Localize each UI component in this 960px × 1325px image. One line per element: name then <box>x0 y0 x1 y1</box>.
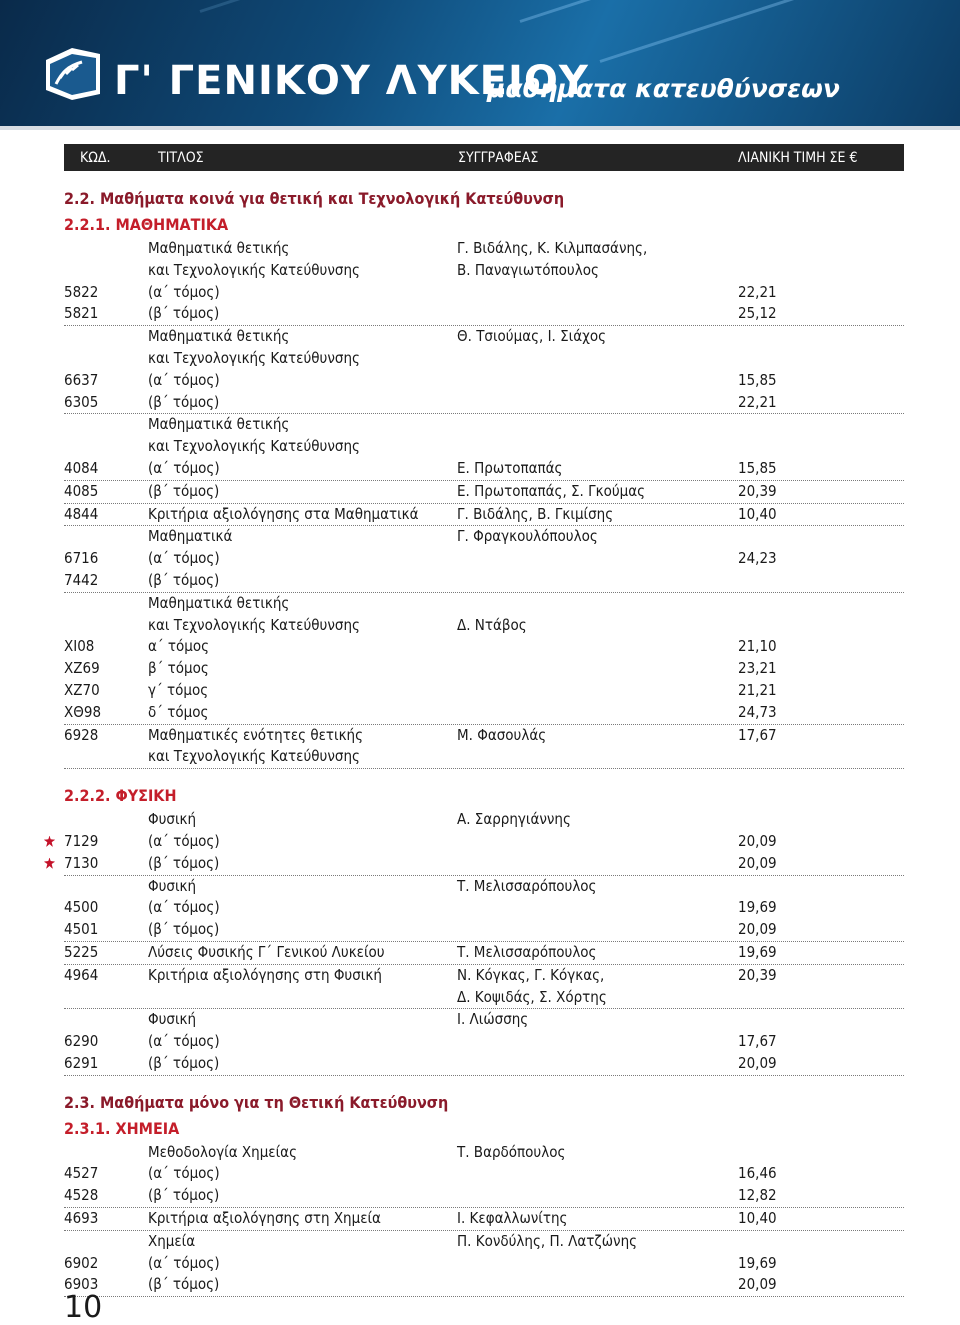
catalog-row <box>64 436 904 458</box>
catalog-row <box>64 680 904 702</box>
item-title: (β΄ τόμος) <box>148 853 220 872</box>
catalog-row <box>64 303 904 326</box>
catalog-row <box>64 746 904 769</box>
catalog-row <box>64 876 904 898</box>
item-price: 20,09 <box>738 831 777 850</box>
item-title: α΄ τόμος <box>148 637 210 656</box>
item-author: Τ. Βαρδόπουλος <box>457 1142 566 1161</box>
item-title: β΄ τόμος <box>148 659 209 678</box>
banner-decoration <box>200 0 486 13</box>
item-title: γ΄ τόμος <box>148 680 209 699</box>
catalog-row <box>64 987 904 1010</box>
item-price: 10,40 <box>738 1209 777 1228</box>
item-price: 21,21 <box>738 680 777 699</box>
page-number: 10 <box>64 1290 103 1325</box>
header-code: ΚΩΔ. <box>80 150 111 166</box>
item-code: 6290 <box>64 1032 99 1051</box>
catalog-row <box>64 1185 904 1208</box>
catalog-row <box>64 725 904 747</box>
item-author: Δ. Κοψιδάς, Σ. Χόρτης <box>457 987 607 1006</box>
item-title: Μεθοδολογία Χημείας <box>148 1142 297 1161</box>
catalog-row <box>64 238 904 260</box>
new-item-star-icon <box>44 836 55 847</box>
item-price: 15,85 <box>738 458 777 477</box>
item-code: 4844 <box>64 504 99 523</box>
catalog-content <box>64 186 904 1297</box>
catalog-row <box>64 570 904 593</box>
item-title: (β΄ τόμος) <box>148 920 220 939</box>
item-price: 21,10 <box>738 637 777 656</box>
catalog-row <box>64 414 904 436</box>
subsection-heading: 2.2.2. ΦΥΣΙΚΗ <box>64 786 177 806</box>
item-title: (β΄ τόμος) <box>148 1053 220 1072</box>
catalog-row <box>64 504 904 527</box>
catalog-row <box>64 282 904 304</box>
item-author: Ε. Πρωτοπαπάς <box>457 458 563 477</box>
item-title: (β΄ τόμος) <box>148 481 220 500</box>
item-price: 16,46 <box>738 1164 777 1183</box>
item-code: 4964 <box>64 965 99 984</box>
item-author: Π. Κονδύλης, Π. Λατζώνης <box>457 1231 638 1250</box>
item-price: 20,39 <box>738 481 777 500</box>
item-author: Β. Παναγιωτόπουλος <box>457 260 599 279</box>
banner-subtitle: μαθήματα κατευθύνσεων <box>487 74 840 103</box>
item-title: Φυσική <box>148 810 197 829</box>
item-title: (α΄ τόμος) <box>148 1164 220 1183</box>
item-title: και Τεχνολογικής Κατεύθυνσης <box>148 260 360 279</box>
new-item-star-icon <box>44 858 55 869</box>
item-code: 7442 <box>64 570 99 589</box>
banner-divider <box>0 126 960 130</box>
banner-title: Γ' ΓΕΝΙΚΟΥ ΛΥΚΕΙΟΥ <box>114 58 589 104</box>
item-price: 12,82 <box>738 1186 777 1205</box>
item-author: Γ. Βιδάλης, Β. Γκιμίσης <box>457 504 614 523</box>
item-price: 19,69 <box>738 1253 777 1272</box>
item-price: 20,09 <box>738 853 777 872</box>
header-banner <box>0 0 960 130</box>
catalog-row <box>64 919 904 942</box>
item-author: Γ. Βιδάλης, Κ. Κιλμπασάνης, <box>457 239 648 257</box>
header-author: ΣΥΓΓΡΑΦΕΑΣ <box>458 150 539 166</box>
item-price: 22,21 <box>738 282 777 301</box>
item-price: 20,09 <box>738 920 777 939</box>
item-price: 25,12 <box>738 304 777 323</box>
item-code: 5821 <box>64 304 99 323</box>
item-code: 4500 <box>64 898 99 917</box>
item-title: (β΄ τόμος) <box>148 304 220 323</box>
item-author: Ε. Πρωτοπαπάς, Σ. Γκούμας <box>457 481 646 500</box>
catalog-row <box>64 1009 904 1031</box>
item-price: 19,69 <box>738 942 777 961</box>
item-code: 6291 <box>64 1053 99 1072</box>
catalog-row <box>64 942 904 965</box>
catalog-row <box>64 809 904 831</box>
spacer <box>64 1076 904 1090</box>
item-title: (β΄ τόμος) <box>148 570 220 589</box>
item-price: 22,21 <box>738 392 777 411</box>
item-title: (α΄ τόμος) <box>148 1032 220 1051</box>
item-code: 6928 <box>64 725 99 744</box>
item-code: 5225 <box>64 942 99 961</box>
item-title: (α΄ τόμος) <box>148 1253 220 1272</box>
catalog-row <box>64 636 904 658</box>
table-header <box>64 144 904 171</box>
catalog-row <box>64 526 904 548</box>
item-title: και Τεχνολογικής Κατεύθυνσης <box>148 437 360 456</box>
item-price: 15,85 <box>738 370 777 389</box>
item-title: Μαθηματικά θετικής <box>148 327 290 346</box>
item-title: (α΄ τόμος) <box>148 370 220 389</box>
item-title: και Τεχνολογικής Κατεύθυνσης <box>148 615 360 634</box>
catalog-row <box>64 1253 904 1275</box>
item-code: 4084 <box>64 458 99 477</box>
catalog-row <box>64 593 904 615</box>
catalog-row <box>64 1208 904 1231</box>
item-title: Φυσική <box>148 876 197 895</box>
item-price: 20,39 <box>738 965 777 984</box>
catalog-row <box>64 658 904 680</box>
item-author: Τ. Μελισσαρόπουλος <box>457 942 597 961</box>
item-author: Δ. Ντάβος <box>457 615 527 634</box>
item-code: 4693 <box>64 1209 99 1228</box>
catalog-row <box>64 370 904 392</box>
item-title: (α΄ τόμος) <box>148 831 220 850</box>
item-code: 7130 <box>64 853 99 872</box>
item-title: (β΄ τόμος) <box>148 392 220 411</box>
catalog-row <box>64 1053 904 1076</box>
item-title: (β΄ τόμος) <box>148 1186 220 1205</box>
catalog-row <box>64 348 904 370</box>
catalog-row <box>64 1274 904 1297</box>
catalog-row <box>64 1163 904 1185</box>
subsection-heading: 2.3.1. ΧΗΜΕΙΑ <box>64 1118 180 1138</box>
item-price: 10,40 <box>738 504 777 523</box>
item-title: δ΄ τόμος <box>148 702 209 721</box>
item-price: 23,21 <box>738 659 777 678</box>
item-code: 5822 <box>64 282 99 301</box>
item-title: Μαθηματικά <box>148 527 233 546</box>
item-code: 6716 <box>64 549 99 568</box>
catalog-row <box>64 831 904 853</box>
item-author: Ι. Λιώσσης <box>457 1010 529 1029</box>
subsection-heading: 2.2.1. ΜΑΘΗΜΑΤΙΚΑ <box>64 215 229 234</box>
item-author: Τ. Μελισσαρόπουλος <box>457 876 597 895</box>
spacer <box>64 769 904 783</box>
item-title: (α΄ τόμος) <box>148 458 220 477</box>
catalog-row <box>64 615 904 637</box>
item-price: 19,69 <box>738 898 777 917</box>
catalog-row <box>64 458 904 481</box>
item-price: 17,67 <box>738 725 777 744</box>
catalog-row <box>64 965 904 987</box>
catalog-row <box>64 260 904 282</box>
item-author: Θ. Τσιούμας, Ι. Σιάχος <box>457 327 607 346</box>
item-author: Ι. Κεφαλλωνίτης <box>457 1209 568 1228</box>
publisher-logo-icon <box>42 44 104 102</box>
item-title: Λύσεις Φυσικής Γ΄ Γενικού Λυκείου <box>148 942 385 961</box>
item-title: (β΄ τόμος) <box>148 1275 220 1294</box>
catalog-row <box>64 702 904 725</box>
item-price: 24,23 <box>738 549 777 568</box>
item-code: XΘ98 <box>64 702 102 721</box>
item-code: 7129 <box>64 831 99 850</box>
item-code: 6902 <box>64 1253 99 1272</box>
item-title: Φυσική <box>148 1010 197 1029</box>
item-code: XI08 <box>64 637 95 656</box>
item-code: 4527 <box>64 1164 99 1183</box>
catalog-row <box>64 326 904 348</box>
item-title: (α΄ τόμος) <box>148 898 220 917</box>
item-code: XZ69 <box>64 659 100 678</box>
catalog-row <box>64 1031 904 1053</box>
item-code: 4528 <box>64 1186 99 1205</box>
item-title: Χημεία <box>148 1231 196 1250</box>
item-title: Μαθηματικά θετικής <box>148 415 290 434</box>
item-title: Μαθηματικά θετικής <box>148 239 290 257</box>
item-author: Ν. Κόγκας, Γ. Κόγκας, <box>457 965 605 984</box>
catalog-row <box>64 853 904 876</box>
item-author: Μ. Φασουλάς <box>457 725 547 744</box>
banner-decoration <box>600 0 960 63</box>
item-price: 24,73 <box>738 702 777 721</box>
item-price: 17,67 <box>738 1032 777 1051</box>
catalog-row <box>64 897 904 919</box>
item-title: Κριτήρια αξιολόγησης στη Χημεία <box>148 1209 381 1228</box>
item-code: 6305 <box>64 392 99 411</box>
item-title: Μαθηματικές ενότητες θετικής <box>148 725 364 744</box>
item-price: 20,09 <box>738 1053 777 1072</box>
section-heading: 2.2. Μαθήματα κοινά για θετική και Τεχνολογική Κατεύθυνση <box>64 189 565 208</box>
item-title: Κριτήρια αξιολόγησης στη Φυσική <box>148 965 382 984</box>
catalog-row <box>64 392 904 415</box>
item-price: 20,09 <box>738 1275 777 1294</box>
banner-decoration <box>520 0 960 23</box>
item-code: XZ70 <box>64 680 100 699</box>
item-title: Κριτήρια αξιολόγησης στα Μαθηματικά <box>148 504 419 523</box>
item-title: Μαθηματικά θετικής <box>148 593 290 612</box>
catalog-row <box>64 1142 904 1164</box>
catalog-row <box>64 1231 904 1253</box>
item-title: και Τεχνολογικής Κατεύθυνσης <box>148 348 360 367</box>
catalog-row <box>64 481 904 504</box>
item-author: Γ. Φραγκουλόπουλος <box>457 527 598 546</box>
item-author: Α. Σαρρηγιάννης <box>457 810 571 829</box>
item-code: 6637 <box>64 370 99 389</box>
item-code: 4085 <box>64 481 99 500</box>
section-heading: 2.3. Μαθήματα μόνο για τη Θετική Κατεύθυνση <box>64 1092 449 1112</box>
item-code: 6903 <box>64 1275 99 1294</box>
item-title: και Τεχνολογικής Κατεύθυνσης <box>148 747 360 766</box>
catalog-row <box>64 548 904 570</box>
header-title: ΤΙΤΛΟΣ <box>158 150 204 166</box>
header-price: ΛΙΑΝΙΚΗ ΤΙΜΗ ΣΕ € <box>738 150 858 166</box>
item-title: (α΄ τόμος) <box>148 549 220 568</box>
item-code: 4501 <box>64 920 99 939</box>
item-title: (α΄ τόμος) <box>148 282 220 301</box>
